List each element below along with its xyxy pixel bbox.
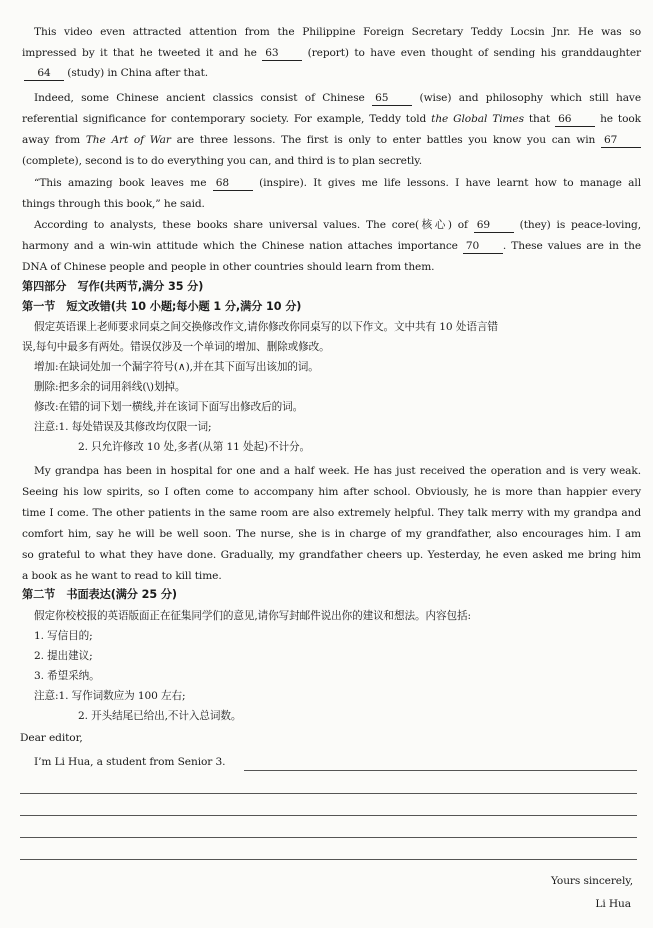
section2-note1: 注意:1. 写作词数应为 100 左右;	[34, 690, 186, 702]
blank-63[interactable]: 63	[262, 48, 302, 61]
para3-line1: “This amazing book leaves me 68 (inspire). It gives me life lessons. I have learnt how to manage all	[34, 177, 641, 189]
section2-instr: 假定你校校报的英语版面正在征集同学们的意见,请你写封邮件说出你的建议和想法。内容包括:	[34, 610, 471, 622]
section2-item-2: 2. 提出建议;	[34, 650, 93, 662]
blank-69[interactable]: 69	[474, 220, 514, 233]
section1-add-rule: 增加:在缺词处加一个漏字符号(∧),并在其下面写出该加的词。	[34, 361, 319, 373]
para4-line3: DNA of Chinese people and people in other countries should learn from them.	[22, 261, 435, 273]
writing-line[interactable]	[20, 837, 637, 838]
part4-title: 第四部分 写作(共两节,满分 35 分)	[22, 280, 204, 293]
essay-line: My grandpa has been in hospital for one and a half week. He has just received the operation and is very weak.	[34, 465, 641, 477]
blank-67[interactable]: 67	[601, 135, 641, 148]
section2-note2: 2. 开头结尾已给出,不计入总词数。	[78, 710, 242, 722]
section1-note2: 2. 只允许修改 10 处,多者(从第 11 处起)不计分。	[78, 441, 311, 453]
blank-66[interactable]: 66	[555, 114, 595, 127]
section1-instr2: 误,每句中最多有两处。错误仅涉及一个单词的增加、删除或修改。	[22, 341, 330, 353]
letter-signature: Li Hua	[595, 898, 631, 910]
para4-line2: harmony and a win-win attitude which the Chinese nation attaches importance 70 . These values are in the	[22, 240, 641, 252]
section1-modify-rule: 修改:在错的词下划一横线,并在该词下面写出修改后的词。	[34, 401, 304, 413]
writing-line[interactable]	[244, 770, 637, 771]
essay-line: Seeing his low spirits, so I often come to accompany him after school. Obviously, he is more than happier every	[22, 486, 641, 498]
essay-line: time I come. The other patients in the same room are also extremely helpful. They talk merry with my grandpa and	[22, 507, 641, 519]
essay-line: comfort him, say he will be well soon. The nurse, she is in charge of my grandfather, also encourages him. I am	[22, 528, 641, 540]
essay-line: so grateful to what they have done. Gradually, my grandfather cheers up. Yesterday, he even asked me bring him	[22, 549, 641, 561]
section2-title: 第二节 书面表达(满分 25 分)	[22, 588, 177, 601]
letter-closing: Yours sincerely,	[550, 875, 633, 887]
section1-note1: 注意:1. 每处错误及其修改均仅限一词;	[34, 421, 212, 433]
para2-line1: Indeed, some Chinese ancient classics consist of Chinese 65 (wise) and philosophy which still have	[34, 92, 641, 104]
para4-line1: According to analysts, these books share universal values. The core(核心) of 69 (they) is peace-loving,	[34, 219, 641, 231]
blank-68[interactable]: 68	[213, 178, 253, 191]
essay-line: a book as he want to read to kill time.	[22, 570, 222, 582]
blank-64[interactable]: 64	[24, 68, 64, 81]
writing-line[interactable]	[20, 859, 637, 860]
para2-line2: referential significance for contemporary society. For example, Teddy told the Global Times that 66 he took	[22, 113, 641, 125]
para3-line2: things through this book,” he said.	[22, 198, 205, 210]
blank-70[interactable]: 70	[463, 241, 503, 254]
para1-line3: 64 (study) in China after that.	[0, 68, 653, 81]
section2-item-1: 1. 写信目的;	[34, 630, 93, 642]
para2-line3: away from The Art of War are three lessons. The first is only to enter battles you know you can win 67	[0, 135, 653, 148]
para2-line4: (complete), second is to do everything you can, and third is to plan secretly.	[22, 155, 423, 167]
para1-line2: impressed by it that he tweeted it and he 63 (report) to have even thought of sending his granddaughter	[22, 47, 641, 59]
section1-title: 第一节 短文改错(共 10 小题;每小题 1 分,满分 10 分)	[22, 300, 302, 313]
section1-delete-rule: 删除:把多余的词用斜线(\)划掉。	[34, 381, 186, 393]
writing-line[interactable]	[20, 815, 637, 816]
para1-line1: This video even attracted attention from the Philippine Foreign Secretary Teddy Locsin Jnr. He was so	[34, 26, 641, 38]
writing-line[interactable]	[20, 793, 637, 794]
letter-opening: I’m Li Hua, a student from Senior 3.	[34, 756, 226, 768]
section1-instr1: 假定英语课上老师要求同桌之间交换修改作文,请你修改你同桌写的以下作文。文中共有 10 处语言错	[34, 321, 498, 333]
letter-greeting: Dear editor,	[20, 732, 83, 744]
section2-item-3: 3. 希望采纳。	[34, 670, 100, 682]
blank-65[interactable]: 65	[372, 93, 412, 106]
